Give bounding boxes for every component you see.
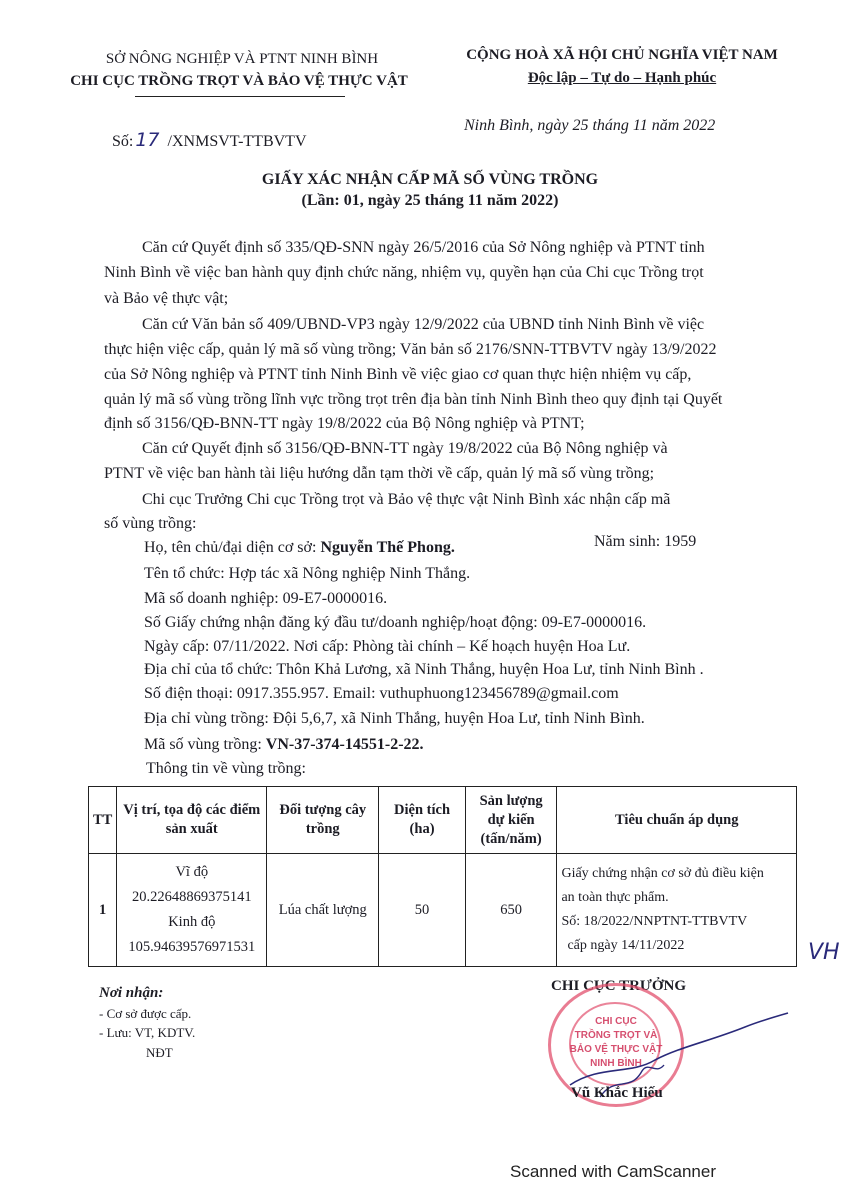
standard-line-4: cấp ngày 14/11/2022 bbox=[567, 938, 685, 953]
paragraph-4-line-1: Chi cục Trưởng Chi cục Trồng trọt và Bảo vệ thực vật Ninh Bình xác nhận cấp mã bbox=[142, 491, 671, 508]
paragraph-1-line-2: Ninh Bình về việc ban hành quy định chức năng, nhiệm vụ, quyền hạn của Chi cục Trồng trọt bbox=[104, 264, 704, 281]
header-standard: Tiêu chuẩn áp dụng bbox=[557, 787, 797, 854]
agency-parent: SỞ NÔNG NGHIỆP VÀ PTNT NINH BÌNH bbox=[105, 51, 379, 67]
birth-year: Năm sinh: 1959 bbox=[594, 533, 697, 550]
national-motto: Độc lập – Tự do – Hạnh phúc bbox=[527, 70, 717, 86]
paragraph-2-line-1: Căn cứ Văn bản số 409/UBND-VP3 ngày 12/9/2022 của UBND tỉnh Ninh Bình về việc bbox=[142, 316, 705, 333]
number-prefix: Số: bbox=[112, 133, 134, 150]
paragraph-2-line-5: định số 3156/QĐ-BNN-TT ngày 19/8/2022 của Bộ Nông nghiệp và PTNT; bbox=[104, 415, 585, 432]
document-subtitle: (Lần: 01, ngày 25 tháng 11 năm 2022) bbox=[301, 192, 559, 209]
phone-email: Số điện thoại: 0917.355.957. Email: vuthuphuong123456789@gmail.com bbox=[144, 685, 619, 702]
cell-location bbox=[117, 854, 267, 967]
national-title: CỘNG HOÀ XÃ HỘI CHỦ NGHĨA VIỆT NAM bbox=[466, 47, 778, 63]
owner-line bbox=[144, 536, 455, 559]
header-area: Diện tích (ha) bbox=[379, 787, 465, 854]
cell-area: 50 bbox=[379, 854, 465, 967]
area-code: VN-37-374-14551-2-22. bbox=[265, 736, 424, 753]
paragraph-2-line-3: của Sở Nông nghiệp và PTNT tỉnh Ninh Bình về việc giao cơ quan thực hiện nhiệm vụ cấp, bbox=[104, 366, 692, 383]
standard-line-1: Giấy chứng nhận cơ sở đủ điều kiện bbox=[561, 866, 764, 881]
paragraph-4-line-2: số vùng trồng: bbox=[104, 515, 197, 532]
handwritten-initials: VH bbox=[808, 940, 840, 965]
planting-area-table bbox=[88, 786, 797, 967]
cell-tt: 1 bbox=[89, 854, 117, 967]
area-code-label: Mã số vùng trồng: bbox=[144, 736, 262, 753]
agency-underline bbox=[135, 96, 345, 97]
recipients-label: Nơi nhận: bbox=[99, 985, 164, 1001]
seal-text-3: BẢO VỆ THỰC VẬT bbox=[569, 1044, 663, 1055]
header-yield: Sản lượng dự kiến (tấn/năm) bbox=[465, 787, 557, 854]
document-number bbox=[112, 129, 307, 151]
recipient-2: - Lưu: VT, KDTV. bbox=[99, 1025, 196, 1040]
cell-standard bbox=[557, 854, 797, 967]
area-address: Địa chỉ vùng trồng: Đội 5,6,7, xã Ninh Thắng, huyện Hoa Lư, tỉnh Ninh Bình. bbox=[144, 710, 645, 727]
table-row bbox=[89, 854, 797, 967]
scanner-watermark: Scanned with CamScanner bbox=[510, 1162, 717, 1181]
agency-name: CHI CỤC TRỒNG TRỌT VÀ BẢO VỆ THỰC VẬT bbox=[70, 73, 408, 89]
header-tt: TT bbox=[89, 787, 117, 854]
recipient-1: - Cơ sở được cấp. bbox=[99, 1006, 192, 1021]
table-header-row bbox=[89, 787, 797, 854]
enterprise-code: Mã số doanh nghiệp: 09-E7-0000016. bbox=[144, 590, 388, 607]
cell-yield: 650 bbox=[465, 854, 557, 967]
paragraph-3-line-1: Căn cứ Quyết định số 3156/QĐ-BNN-TT ngày 19/8/2022 của Bộ Nông nghiệp và bbox=[142, 440, 668, 457]
paragraph-1-line-1: Căn cứ Quyết định số 335/QĐ-SNN ngày 26/5/2016 của Sở Nông nghiệp và PTNT tỉnh bbox=[142, 239, 705, 256]
signer-name: Vũ Khắc Hiếu bbox=[571, 1085, 663, 1101]
document-title: GIẤY XÁC NHẬN CẤP MÃ SỐ VÙNG TRỒNG bbox=[261, 171, 599, 188]
lon-value: 105.94639576971531 bbox=[128, 939, 256, 955]
organization-address: Địa chỉ của tổ chức: Thôn Khả Lương, xã Ninh Thắng, huyện Hoa Lư, tỉnh Ninh Bình . bbox=[144, 661, 704, 678]
signer-title: CHI CỤC TRƯỞNG bbox=[551, 978, 687, 994]
organization-name: Tên tổ chức: Hợp tác xã Nông nghiệp Ninh Thắng. bbox=[144, 565, 471, 582]
seal-text-2: TRỒNG TRỌT VÀ bbox=[574, 1030, 658, 1041]
header-crop: Đối tượng cây trồng bbox=[267, 787, 379, 854]
paragraph-1-line-3: và Bảo vệ thực vật; bbox=[104, 290, 229, 307]
lat-label: Vĩ độ bbox=[175, 864, 209, 880]
lat-value: 20.22648869375141 bbox=[131, 889, 252, 905]
paragraph-2-line-4: quản lý mã số vùng trồng lĩnh vực trồng trọt trên địa bàn tỉnh Ninh Bình theo quy định tại Quyết bbox=[104, 391, 723, 408]
number-handwritten: 17 bbox=[135, 129, 160, 151]
cell-crop: Lúa chất lượng bbox=[267, 854, 379, 967]
number-suffix: /XNMSVT-TTBVTV bbox=[167, 133, 307, 150]
registration-number: Số Giấy chứng nhận đăng ký đầu tư/doanh nghiệp/hoạt động: 09-E7-0000016. bbox=[144, 614, 647, 631]
place-date: Ninh Bình, ngày 25 tháng 11 năm 2022 bbox=[464, 117, 716, 134]
standard-line-2: an toàn thực phẩm. bbox=[561, 890, 669, 905]
paragraph-2-line-2: thực hiện việc cấp, quản lý mã số vùng trồng; Văn bản số 2176/SNN-TTBVTV ngày 13/9/2022 bbox=[104, 341, 717, 358]
area-code-line bbox=[144, 733, 424, 756]
seal-text-4: NINH BÌNH bbox=[590, 1058, 642, 1069]
standard-line-3: Số: 18/2022/NNPTNT-TTBVTV bbox=[561, 914, 748, 929]
recipient-3: NĐT bbox=[146, 1045, 173, 1060]
owner-name: Nguyễn Thế Phong. bbox=[320, 539, 455, 556]
area-info-heading: Thông tin về vùng trồng: bbox=[146, 760, 306, 777]
lon-label: Kinh độ bbox=[168, 914, 216, 930]
owner-label: Họ, tên chủ/đại diện cơ sở: bbox=[144, 539, 317, 556]
issue-info: Ngày cấp: 07/11/2022. Nơi cấp: Phòng tài chính – Kế hoạch huyện Hoa Lư. bbox=[144, 638, 631, 655]
paragraph-3-line-2: PTNT về việc ban hành tài liệu hướng dẫn tạm thời về cấp, quản lý mã số vùng trồng; bbox=[104, 465, 655, 482]
header-location: Vị trí, tọa độ các điểm sản xuất bbox=[117, 787, 267, 854]
seal-text-1: CHI CỤC bbox=[595, 1016, 637, 1027]
